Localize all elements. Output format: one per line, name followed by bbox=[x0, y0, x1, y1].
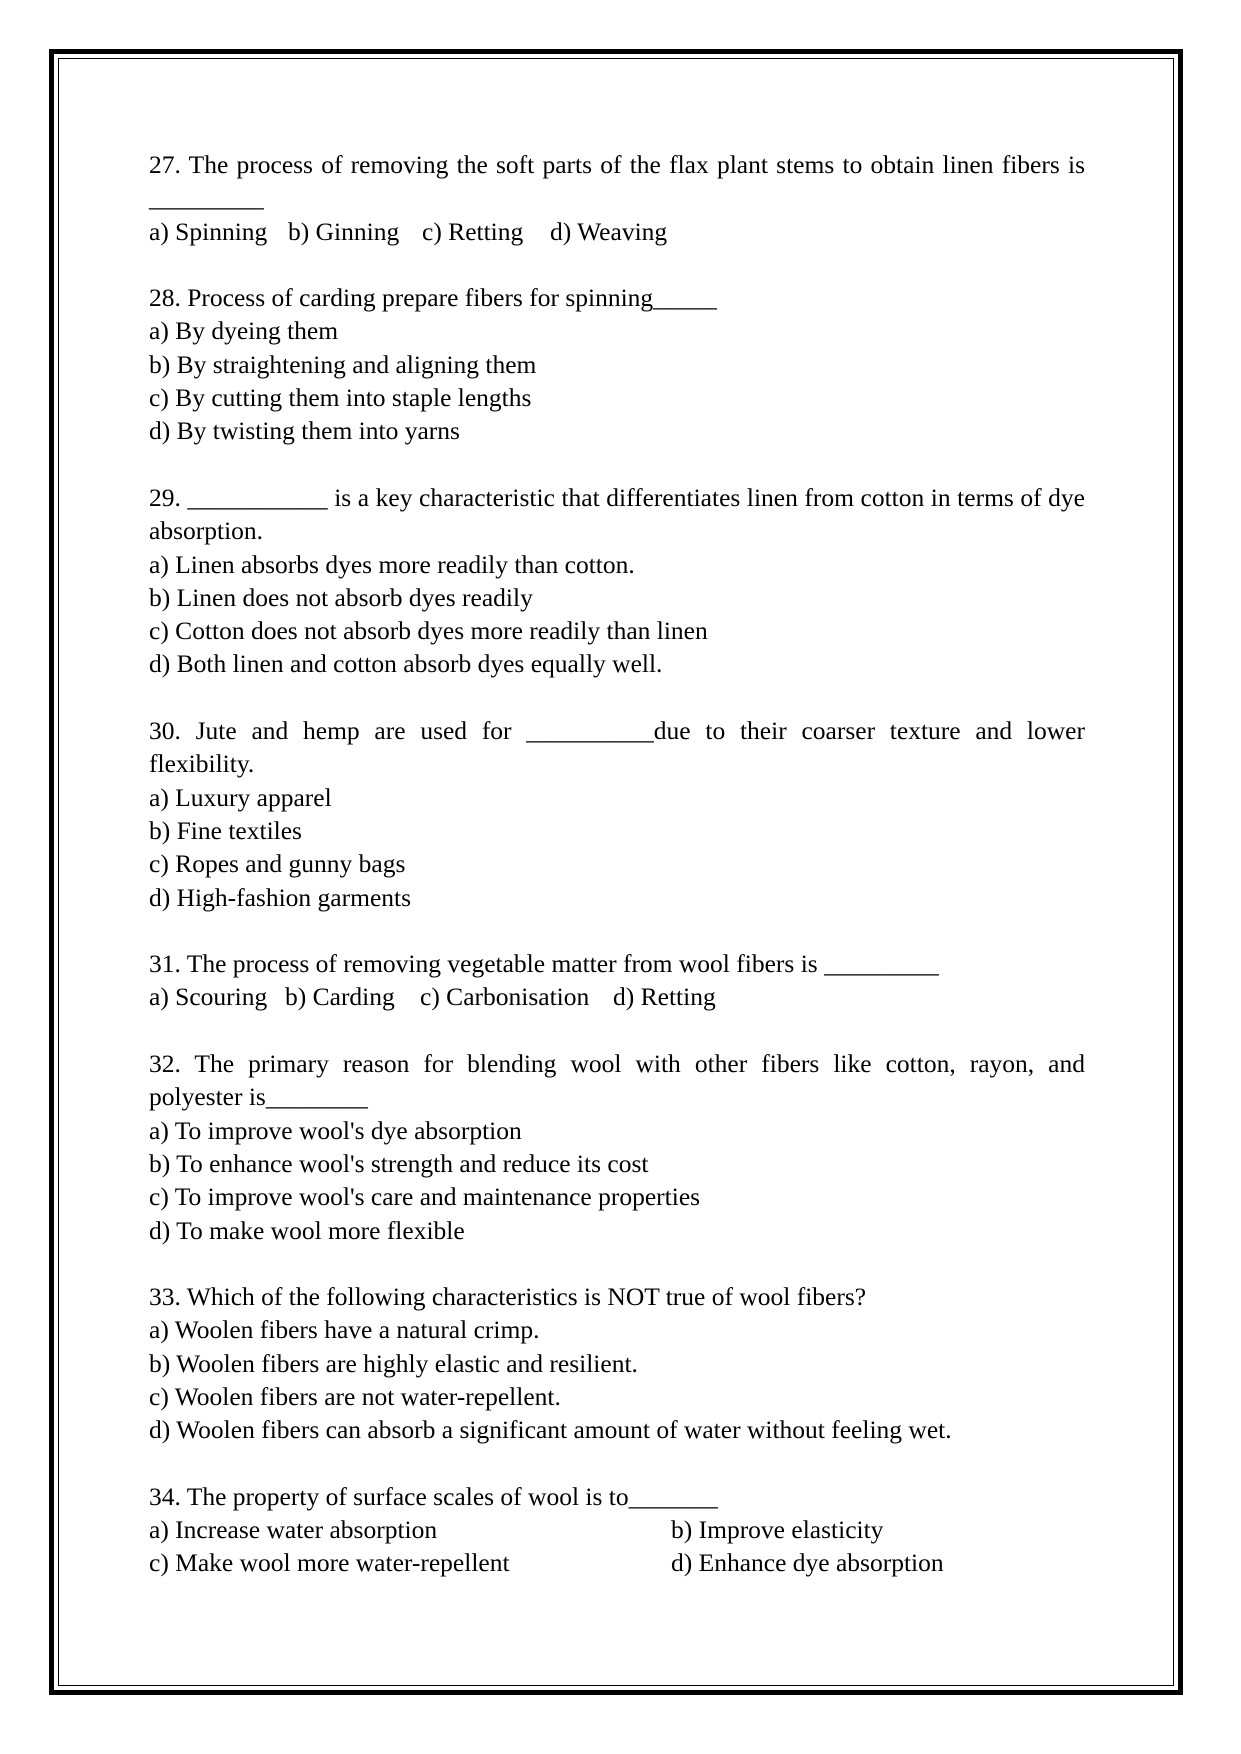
question-32 bbox=[149, 1047, 1085, 1247]
option-d: d) Retting bbox=[613, 982, 716, 1012]
option-a: a) To improve wool's dye absorption bbox=[149, 1115, 522, 1145]
option-a: a) Scouring bbox=[149, 982, 268, 1012]
option-d: d) Weaving bbox=[550, 216, 668, 246]
option-c: c) By cutting them into staple lengths bbox=[149, 383, 532, 413]
question-stem: 34. The property of surface scales of wool is to_______ bbox=[149, 1481, 718, 1511]
question-list bbox=[149, 148, 1085, 1613]
option-d: d) Woolen fibers can absorb a significant amount of water without feeling wet. bbox=[149, 1415, 952, 1445]
option-b: b) Carding bbox=[285, 982, 395, 1012]
option-row bbox=[149, 980, 1085, 1013]
question-stem: 32. The primary reason for blending wool with other fibers like cotton, rayon, and polyester is________ bbox=[149, 1049, 1085, 1112]
option-c: c) Carbonisation bbox=[420, 982, 590, 1012]
option-row bbox=[149, 215, 1085, 248]
question-31 bbox=[149, 947, 1085, 1014]
question-33 bbox=[149, 1280, 1085, 1446]
option-c: c) To improve wool's care and maintenance properties bbox=[149, 1182, 701, 1212]
question-stem: 33. Which of the following characteristics is NOT true of wool fibers? bbox=[149, 1282, 867, 1312]
option-b: b) Ginning bbox=[288, 216, 400, 246]
question-30 bbox=[149, 714, 1085, 914]
question-stem: 29. ___________ is a key characteristic that differentiates linen from cotton in terms of dye absorption. bbox=[149, 482, 1085, 546]
option-d: d) High-fashion garments bbox=[149, 882, 412, 912]
option-a: a) Increase water absorption bbox=[149, 1515, 438, 1545]
option-b: b) To enhance wool's strength and reduce its cost bbox=[149, 1148, 649, 1178]
option-a: a) Luxury apparel bbox=[149, 782, 332, 812]
option-b: b) Improve elasticity bbox=[671, 1515, 884, 1545]
question-27 bbox=[149, 148, 1085, 248]
question-stem: 30. Jute and hemp are used for __________due to their coarser texture and lower flexibility. bbox=[149, 716, 1085, 779]
option-c: c) Make wool more water-repellent bbox=[149, 1548, 510, 1578]
option-d: d) Both linen and cotton absorb dyes equally well. bbox=[149, 649, 663, 679]
option-d: d) To make wool more flexible bbox=[149, 1215, 465, 1245]
option-a: a) Spinning bbox=[149, 216, 268, 246]
option-d: d) Enhance dye absorption bbox=[671, 1548, 944, 1578]
option-a: a) Linen absorbs dyes more readily than cotton. bbox=[149, 549, 635, 579]
question-34 bbox=[149, 1480, 1085, 1580]
question-stem: 27. The process of removing the soft parts of the flax plant stems to obtain linen fibers is _________ bbox=[149, 150, 1085, 213]
option-a: a) Woolen fibers have a natural crimp. bbox=[149, 1315, 540, 1345]
option-c: c) Woolen fibers are not water-repellent. bbox=[149, 1381, 561, 1411]
question-28 bbox=[149, 281, 1085, 447]
option-b: b) Woolen fibers are highly elastic and resilient. bbox=[149, 1348, 638, 1378]
question-stem: 31. The process of removing vegetable matter from wool fibers is _________ bbox=[149, 949, 939, 979]
option-b: b) Linen does not absorb dyes readily bbox=[149, 582, 533, 612]
option-b: b) Fine textiles bbox=[149, 815, 302, 845]
option-c: c) Cotton does not absorb dyes more readily than linen bbox=[149, 616, 708, 646]
question-stem: 28. Process of carding prepare fibers for spinning_____ bbox=[149, 283, 717, 313]
option-d: d) By twisting them into yarns bbox=[149, 416, 460, 446]
option-b: b) By straightening and aligning them bbox=[149, 349, 537, 379]
question-29 bbox=[149, 481, 1085, 681]
option-grid bbox=[149, 1513, 1085, 1580]
option-c: c) Retting bbox=[422, 216, 524, 246]
option-a: a) By dyeing them bbox=[149, 316, 339, 346]
option-c: c) Ropes and gunny bags bbox=[149, 849, 406, 879]
